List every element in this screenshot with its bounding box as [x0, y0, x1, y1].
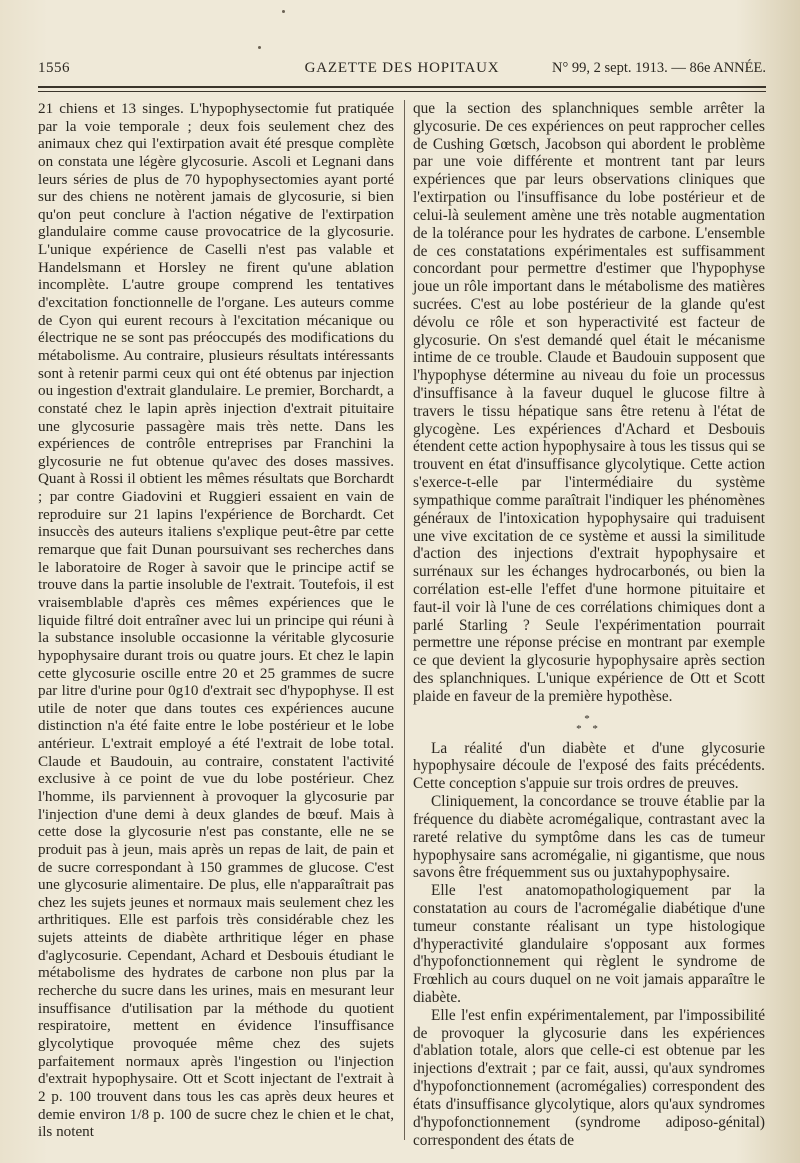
print-speck [258, 46, 261, 49]
right-paragraph-4: Elle l'est anatomopathologiquement par la constatation au cours de l'acromégalie diabétique d'une tumeur constante réalisant un type histologique d'hyperactivité glandulaire s'opposant aux formes d'hypofonctionnement qui règlent le syndrome de Frœhlich au cours duquel on ne voit jamais apparaître le diabète. [413, 882, 765, 1006]
issue-info: N° 99, 2 sept. 1913. — 86e ANNÉE. [551, 60, 766, 76]
right-paragraph-5: Elle l'est enfin expérimentalement, par l'impossibilité de provoquer la glycosurie dans les expériences d'ablation totale, alors que celle-ci est obtenue par les injections d'extrait ; par ce fait, aussi, qu'aux syndromes d'hypofonctionnement (acromégalies) correspondent des états d'insuffisance glycolytique, alors qu'aux syndromes d'hypofonctionnement (syndrome adiposo-génital) correspondent des états de [413, 1006, 765, 1149]
section-separator-asterisks: * * * [576, 712, 602, 735]
header-rule-thin [38, 91, 766, 92]
left-column [38, 100, 394, 1141]
header-rule-thick [38, 86, 766, 88]
right-paragraph-3: Cliniquement, la concordance se trouve établie par la fréquence du diabète acromégalique, contrastant avec la rareté relative du symptôme dans les cas de tumeur hypophysaire sans acromégalie, ni gigantisme, que nous savons être fréquemment sus ou juxtahypophysaire. [413, 793, 765, 882]
journal-title: GAZETTE DES HOPITAUX [304, 60, 500, 76]
left-paragraph: 21 chiens et 13 singes. L'hypophysectomie fut pratiquée par la voie temporale ; deux fois seulement chez des animaux chez qui l'extirpation avait été presque complète on constata une légère glycosurie. Ascoli et Legnani dans leurs séries de plus de 70 hypophysectomies ayant porté sur des chiens ne notèrent jamais de glycosurie, si bien qu'on peut conclure à l'action négative de l'extirpation glandulaire comme cause provocatrice de la glycosurie. L'unique expérience de Caselli n'est pas valable et Handelsmann et Horsley ne firent qu'une ablation incomplète. L'autre groupe comprend les tentatives d'excitation fonctionnelle de l'organe. Les auteurs comme de Cyon qui eurent recours à l'excitation mécanique ou électrique ne se sont pas préoccupés des modifications du métabolisme. Au contraire, plusieurs résultats intéressants sont à retenir parmi ceux qui ont été obtenus par injection ou ingestion d'extrait glandulaire. Le premier, Borchardt, a constaté chez le lapin après injection d'extrait pituitaire une glycosurie passagère mais très nette. Dans les expériences de contrôle entreprises par Franchini la glycosurie ne fut obtenue qu'avec des doses massives. Quant à Rossi il obtient les mêmes résultats que Borchardt ; par contre Giadovini et Ruggieri essaient en vain de reproduire sur 21 lapins l'expérience de Borchardt. Cet insuccès des auteurs italiens s'explique peut-être par cette remarque que fait Dunan poursuivant ses recherches dans le laboratoire de Roger à savoir que le principe actif se trouve dans la partie insoluble de l'extrait. Toutefois, il est vraisemblable d'après ces mêmes expériences que le liquide filtré doit entraîner avec lui un principe qui réuni à la substance insoluble occasionne la véritable glycosurie hypophysaire durant trois ou quatre jours. Et chez le lapin cette glycosurie oscille entre 20 et 25 grammes de sucre par litre d'urine pour 0g10 d'extrait sec d'hypophyse. Il est utile de noter que dans toutes ces expériences aucune distinction n'a été faite entre le lobe postérieur et le lobe antérieur. L'extrait employé a été l'extrait de lobe total. Claude et Baudouin, au contraire, constatent l'activité exclusive à ce point de vue du lobe postérieur. Chez l'homme, ils parviennent à provoquer la glycosurie par l'injection d'une demi à deux glandes de bœuf. Mais à cette dose la glycosurie n'est pas constante, elle ne se produit pas à jeun, mais après un repas de lait, de pain et de sucre correspondant à 150 grammes de glucose. C'est une glycosurie alimentaire. De plus, elle n'apparaîtrait pas chez les sujets jeunes et normaux mais seulement chez les arthritiques. Elle est parfois très considérable chez les sujets atteints de diabète arthritique léger en phase d'aglycosurie. Cependant, Achard et Desbouis étudiant le métabolisme des hydrates de carbone non plus par la recherche du sucre dans les urines, mais en mesurant leur insuffisance d'utilisation par la méthode du quotient respiratoire, mettent en évidence l'insuffisance glycolytique provoquée même chez des sujets parfaitement normaux après l'ingestion ou l'injection d'extrait hypophysaire. Ott et Scott injectant de l'extrait à 2 p. 100 trouvent dans tous les cas après deux heures et demie environ 1/8 p. 100 de sucre chez le chien et le chat, ils notent [38, 100, 394, 1141]
right-column [413, 100, 765, 1149]
print-speck [282, 10, 285, 13]
column-divider [404, 100, 405, 1140]
right-paragraph-1: que la section des splanchniques semble arrêter la glycosurie. De ces expériences on peut rapprocher celles de Cushing Gœtsch, Jacobson qui abordent le problème par une voie différente et montrent tant par leurs expériences que par leurs observations cliniques que l'extirpation ou l'insuffisance du lobe postérieur et de celui-là seulement amène une très notable augmentation de la tolérance pour les hydrates de carbone. L'ensemble de ces constatations expérimentales est suffisamment concordant pour permettre d'estimer que l'hypophyse joue un rôle important dans le métabolisme des matières sucrées. C'est au lobe postérieur de la glande qu'est dévolu ce rôle et son hyperactivité est facteur de glycosurie. On s'est demandé quel était le mécanisme intime de ce trouble. Claude et Baudouin supposent que l'hypophyse détermine au niveau du foie un processus d'insuffisance à la faveur duquel le glucose filtre à travers le tissu hépatique sans être retenu à l'état de glycogène. Les expériences d'Achard et Desbouis étendent cette action hypophysaire à tous les tissus qui se trouvent en état d'insuffisance glycolytique. Cette action s'exerce-t-elle par l'intermédiaire du système sympathique comme paraîtrait l'indiquer les phénomènes généraux de l'intoxication hypophysaire qui traduisent une vive excitation de ce système et aussi la similitude d'action des injections d'extrait hypophysaire et surrénaux sur les échanges hydrocarbonés, ou bien la corrélation est-elle l'effet d'une hormone pituitaire et faut-il voir là l'une de ces corrélations chimiques dont a parlé Starling ? Seule l'expérimentation pourrait permettre une réponse précise en montrant par exemple ce que devient la glycosurie hypophysaire après section des splanchniques. L'unique expérience de Ott et Scott plaide en faveur de la première hypothèse. [413, 100, 765, 705]
page-header [38, 58, 766, 82]
page-number: 1556 [38, 60, 70, 76]
right-paragraph-2: La réalité d'un diabète et d'une glycosurie hypophysaire découle de l'exposé des faits précédents. Cette conception s'appuie sur trois ordres de preuves. [413, 739, 765, 793]
